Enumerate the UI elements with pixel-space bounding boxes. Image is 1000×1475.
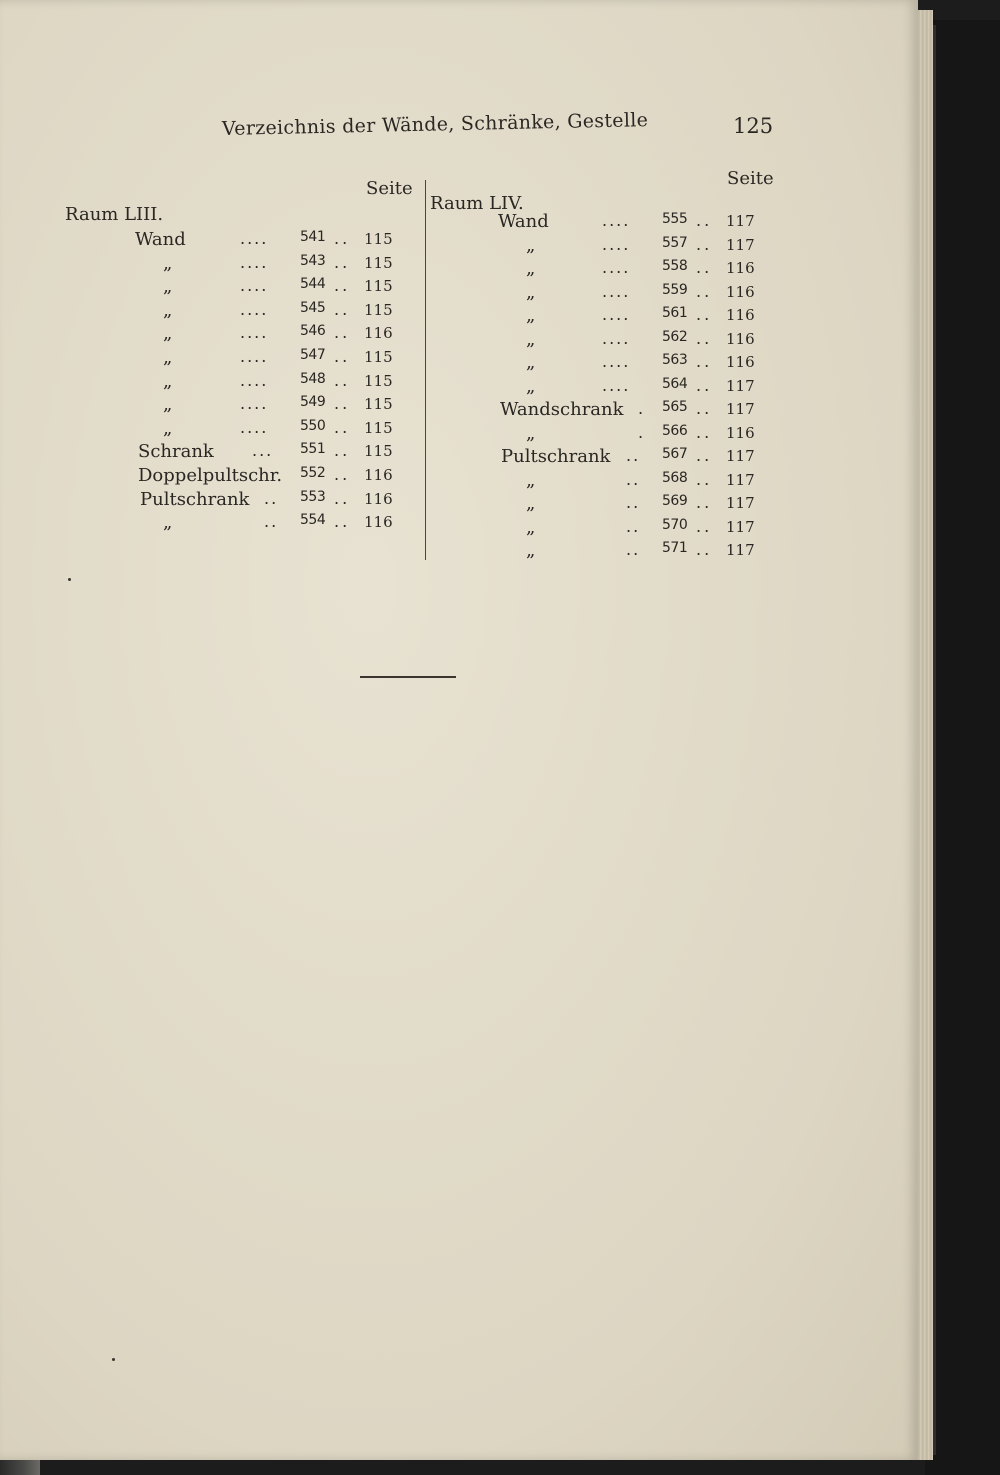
entry-number: 553 xyxy=(300,488,326,505)
entry-label: „ xyxy=(526,352,536,373)
right-room-title: Raum LIV. xyxy=(430,193,524,214)
left-entry-row xyxy=(135,489,420,511)
entry-number: 541 xyxy=(300,229,326,245)
entry-page: 116 xyxy=(726,423,755,442)
entry-page: 115 xyxy=(364,253,393,272)
entry-number: 568 xyxy=(662,469,688,486)
right-seite-label: Seite xyxy=(727,168,774,189)
right-entry-row xyxy=(498,235,788,257)
entry-leader-dots: .. xyxy=(696,211,713,230)
entry-leader-dots: .. xyxy=(334,299,351,319)
column-divider xyxy=(425,180,426,560)
entry-label: „ xyxy=(526,493,536,514)
entry-leader-dots: .. xyxy=(696,422,713,442)
entry-leader-dots: .. xyxy=(696,328,713,348)
entry-label: „ xyxy=(163,370,173,392)
entry-leader-dots: .... xyxy=(240,370,269,390)
entry-label: „ xyxy=(526,540,536,561)
entry-label: „ xyxy=(163,276,173,298)
entry-leader-dots: .. xyxy=(334,370,351,390)
entry-number: 562 xyxy=(662,328,688,345)
entry-page: 116 xyxy=(364,466,393,484)
ink-speck xyxy=(112,1358,115,1361)
left-entry-row xyxy=(135,371,420,393)
entry-page: 116 xyxy=(726,353,755,371)
entry-page: 117 xyxy=(726,447,755,465)
entry-number: 552 xyxy=(300,465,326,481)
entry-page: 115 xyxy=(364,230,393,248)
entry-page: 116 xyxy=(726,306,755,324)
entry-page: 117 xyxy=(726,376,755,395)
entry-label: „ xyxy=(163,512,173,534)
entry-leader-dots: .... xyxy=(602,281,631,301)
entry-leader-dots: .. xyxy=(696,281,713,301)
entry-number: 543 xyxy=(300,252,326,269)
entry-leader-dots: .. xyxy=(696,399,713,418)
right-entry-row xyxy=(498,329,788,351)
entry-label: „ xyxy=(163,299,173,321)
entry-number: 546 xyxy=(300,323,326,340)
left-entry-row xyxy=(135,300,420,322)
entry-leader-dots: .... xyxy=(240,394,269,414)
entry-page: 116 xyxy=(364,513,393,532)
right-entry-row xyxy=(498,282,788,304)
entry-page: 116 xyxy=(364,324,393,343)
entry-page: 117 xyxy=(726,517,755,536)
entry-page: 115 xyxy=(364,395,393,414)
entry-number: 545 xyxy=(300,299,326,316)
entry-page: 117 xyxy=(726,212,755,230)
entry-leader-dots: .... xyxy=(602,375,631,395)
entry-leader-dots: .. xyxy=(334,276,351,296)
entry-leader-dots: . xyxy=(638,422,646,442)
entry-number: 547 xyxy=(300,347,326,363)
entry-leader-dots: .. xyxy=(626,493,641,512)
left-entry-row xyxy=(135,418,420,440)
ink-speck xyxy=(68,578,71,581)
entry-number: 549 xyxy=(300,394,326,411)
entry-number: 565 xyxy=(662,399,688,415)
entry-leader-dots: .. xyxy=(626,469,641,489)
entry-leader-dots: .. xyxy=(626,516,641,536)
left-seite-label: Seite xyxy=(366,178,413,199)
entry-label: „ xyxy=(526,305,536,326)
entry-number: 548 xyxy=(300,370,326,387)
right-entry-row xyxy=(498,376,788,398)
entry-label: „ xyxy=(163,347,173,368)
entry-label: Wand xyxy=(498,211,549,232)
section-separator xyxy=(360,676,456,678)
entry-leader-dots: .... xyxy=(240,252,269,272)
entry-leader-dots: .. xyxy=(334,347,351,366)
entry-page: 116 xyxy=(726,259,755,277)
entry-page: 115 xyxy=(364,371,393,390)
right-entry-row xyxy=(498,305,788,327)
entry-number: 555 xyxy=(662,211,688,227)
entry-leader-dots: .... xyxy=(602,234,631,254)
entry-label: Pultschrank xyxy=(501,446,611,467)
entry-leader-dots: .. xyxy=(264,488,279,508)
entry-leader-dots: .... xyxy=(602,328,631,348)
entry-label: „ xyxy=(163,252,173,274)
entry-number: 566 xyxy=(662,422,688,439)
entry-label: Wand xyxy=(135,229,186,250)
left-entry-row xyxy=(135,512,420,534)
running-header: Verzeichnis der Wände, Schränke, Gestelle xyxy=(221,109,649,140)
entry-label: „ xyxy=(526,469,536,491)
entry-leader-dots: .. xyxy=(334,512,351,532)
entry-page: 115 xyxy=(364,418,393,437)
entry-leader-dots: . xyxy=(638,399,646,418)
entry-page: 116 xyxy=(364,489,393,508)
entry-leader-dots: .... xyxy=(240,276,269,296)
entry-leader-dots: .. xyxy=(696,305,713,324)
right-entry-row xyxy=(498,540,788,562)
left-entry-row xyxy=(135,323,420,345)
entry-leader-dots: .. xyxy=(696,469,713,489)
entry-page: 117 xyxy=(726,235,755,254)
entry-label: „ xyxy=(526,258,536,279)
right-entry-row xyxy=(498,399,788,421)
right-entry-row xyxy=(498,352,788,374)
entry-leader-dots: .. xyxy=(334,323,351,343)
entry-label: „ xyxy=(163,323,173,345)
left-entry-row xyxy=(135,276,420,298)
entry-leader-dots: .. xyxy=(334,229,351,248)
entry-leader-dots: .... xyxy=(602,211,631,230)
entry-number: 551 xyxy=(300,441,326,458)
entry-label: „ xyxy=(526,328,536,350)
entry-number: 561 xyxy=(662,305,688,321)
entry-page: 115 xyxy=(364,300,393,319)
entry-leader-dots: .. xyxy=(696,446,713,465)
entry-label: „ xyxy=(526,375,536,397)
right-entry-row xyxy=(498,470,788,492)
entry-leader-dots: .... xyxy=(240,323,269,343)
left-entry-row xyxy=(135,229,420,251)
entry-leader-dots: .. xyxy=(334,488,351,508)
entry-number: 559 xyxy=(662,281,688,298)
entry-page: 115 xyxy=(364,277,393,296)
entry-page: 116 xyxy=(726,329,755,348)
entry-page: 116 xyxy=(726,282,755,301)
entry-number: 563 xyxy=(662,352,688,368)
right-entry-row xyxy=(498,258,788,280)
entry-label: „ xyxy=(526,422,536,444)
entry-leader-dots: .. xyxy=(696,493,713,512)
entry-page: 117 xyxy=(726,494,755,512)
entry-number: 570 xyxy=(662,516,688,533)
entry-leader-dots: .... xyxy=(602,258,631,277)
entry-leader-dots: .. xyxy=(696,234,713,254)
entry-number: 550 xyxy=(300,417,326,434)
entry-leader-dots: .... xyxy=(602,352,631,371)
entry-number: 554 xyxy=(300,512,326,529)
entry-number: 571 xyxy=(662,540,688,556)
entry-leader-dots: .... xyxy=(240,417,269,437)
right-entry-row xyxy=(498,446,788,468)
entry-label: „ xyxy=(526,281,536,303)
entry-number: 557 xyxy=(662,234,688,251)
entry-leader-dots: .... xyxy=(602,305,631,324)
left-entry-row xyxy=(135,394,420,416)
page-number: 125 xyxy=(733,114,774,138)
left-entry-row xyxy=(135,253,420,275)
entry-label: „ xyxy=(163,394,173,416)
entry-number: 558 xyxy=(662,258,688,274)
entry-page: 115 xyxy=(364,348,393,366)
entry-leader-dots: .. xyxy=(334,252,351,272)
entry-leader-dots: .. xyxy=(334,394,351,414)
entry-leader-dots: .. xyxy=(626,540,641,559)
left-entry-row xyxy=(135,441,420,463)
entry-leader-dots: .. xyxy=(696,375,713,395)
entry-leader-dots: .. xyxy=(334,465,351,484)
entry-leader-dots: .. xyxy=(696,258,713,277)
entry-label: Wandschrank xyxy=(500,399,624,420)
entry-leader-dots: ... xyxy=(252,441,274,461)
entry-label: Doppelpultschr. xyxy=(138,465,283,486)
entry-leader-dots: .. xyxy=(696,540,713,559)
entry-page: 117 xyxy=(726,541,755,559)
entry-leader-dots: .. xyxy=(696,516,713,536)
entry-leader-dots: .. xyxy=(334,441,351,461)
entry-number: 544 xyxy=(300,276,326,293)
left-entry-row xyxy=(135,347,420,369)
entry-number: 564 xyxy=(662,375,688,392)
entry-leader-dots: .. xyxy=(696,352,713,371)
left-entry-row xyxy=(135,465,420,487)
entry-label: Pultschrank xyxy=(140,488,250,510)
entry-leader-dots: .... xyxy=(240,229,269,248)
right-entry-row xyxy=(498,211,788,233)
book-cover xyxy=(925,20,1000,1475)
entry-label: „ xyxy=(163,417,173,439)
entry-leader-dots: .. xyxy=(334,417,351,437)
entry-page: 117 xyxy=(726,470,755,489)
entry-number: 567 xyxy=(662,446,688,462)
entry-leader-dots: .. xyxy=(626,446,641,465)
entry-label: „ xyxy=(526,516,536,538)
entry-page: 115 xyxy=(364,442,393,461)
entry-page: 117 xyxy=(726,400,755,418)
right-entry-row xyxy=(498,493,788,515)
right-entry-row xyxy=(498,423,788,445)
left-room-title: Raum LIII. xyxy=(65,204,164,225)
entry-label: Schrank xyxy=(138,441,214,463)
entry-leader-dots: .. xyxy=(264,512,279,532)
entry-leader-dots: .... xyxy=(240,299,269,319)
right-entry-row xyxy=(498,517,788,539)
entry-leader-dots: .... xyxy=(240,347,269,366)
entry-label: „ xyxy=(526,234,536,256)
entry-number: 569 xyxy=(662,493,688,509)
